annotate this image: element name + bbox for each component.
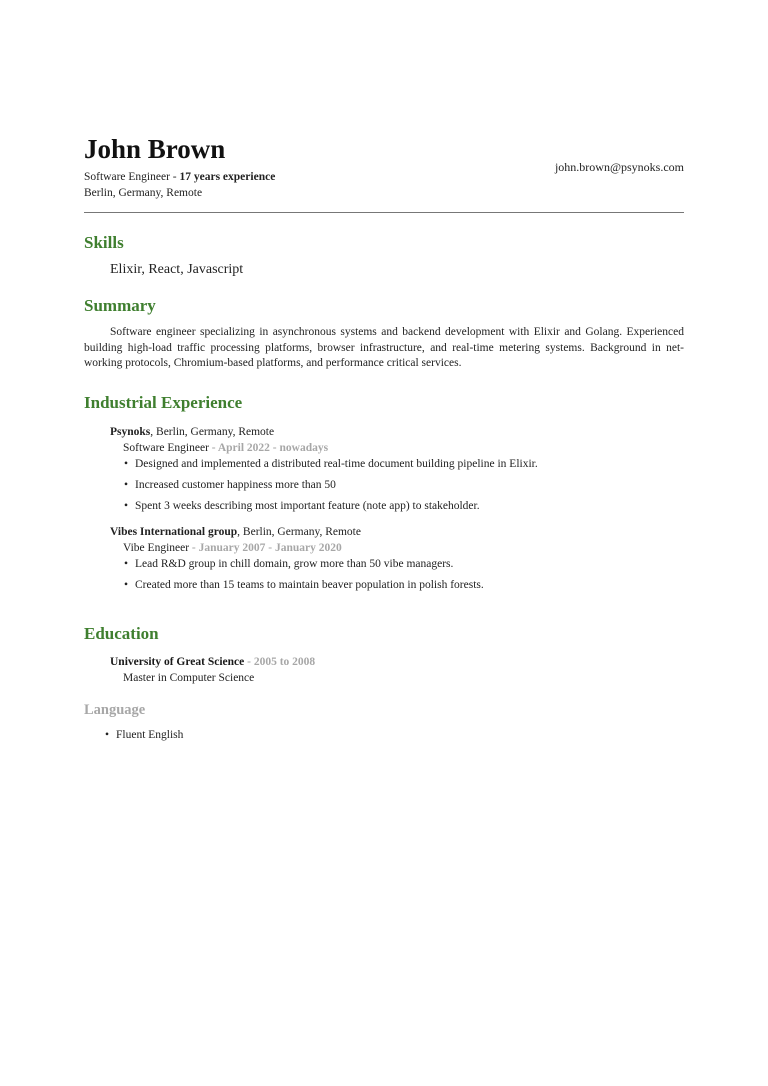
- summary-heading: Summary: [84, 296, 156, 315]
- job-company: Vibes International group: [110, 525, 238, 538]
- job-bullets: [123, 556, 684, 593]
- job-title: Software Engineer: [84, 171, 170, 183]
- job-bullets: [123, 456, 684, 514]
- job-bullet: • Spent 3 weeks describing most important feature (note app) to stakeholder.: [123, 498, 684, 514]
- job-company-line: [110, 524, 684, 540]
- job-location: , Berlin, Germany, Remote: [237, 525, 361, 538]
- language-section: [84, 699, 684, 743]
- experience-section: [84, 392, 684, 593]
- title-separator: -: [169, 171, 180, 183]
- experience-heading: Industrial Experience: [84, 392, 243, 412]
- language-heading: Language: [84, 701, 146, 718]
- email-address: john.brown@psynoks.com: [554, 160, 684, 174]
- job-bullet: • Increased customer happiness more than 50: [123, 477, 684, 493]
- resume-page: [84, 130, 684, 743]
- education-school: University of Great Science: [110, 655, 245, 668]
- job-entry: [84, 524, 684, 593]
- education-dates: - 2005 to 2008: [244, 655, 316, 668]
- job-bullet: • Created more than 15 teams to maintain beaver population in polish forests.: [123, 577, 684, 593]
- job-role: Vibe Engineer: [123, 541, 190, 554]
- job-company-line: [110, 424, 684, 440]
- language-item: • Fluent English: [104, 727, 684, 743]
- education-section: [84, 623, 684, 686]
- summary-section: [84, 295, 684, 372]
- skills-section: [84, 232, 684, 278]
- job-bullet: • Designed and implemented a distributed real-time document building pipeline in Elixir.: [123, 456, 684, 472]
- job-role-line: [123, 440, 684, 456]
- skills-list: Elixir, React, Javascript: [110, 262, 244, 277]
- years-experience: 17 years experience: [179, 171, 276, 183]
- job-role: Software Engineer: [123, 441, 209, 454]
- education-heading: Education: [84, 623, 159, 643]
- job-dates: - April 2022 - nowadays: [208, 441, 329, 454]
- job-entry: [84, 424, 684, 514]
- job-bullet: • Lead R&D group in chill domain, grow more than 50 vibe managers.: [123, 556, 684, 572]
- job-company: Psynoks: [110, 425, 151, 438]
- job-role-line: [123, 540, 684, 556]
- job-dates: - January 2007 - January 2020: [189, 541, 342, 554]
- resume-header: [84, 136, 684, 212]
- summary-text: Software engineer specializing in asynchronous systems and backend development with Elixir and Golang. Experienced building high-load traffic processing platforms, browser infrastructure, and real-time metering systems. Background in net-working protocols, Chromium-based platforms, and performance critical services.: [84, 326, 684, 369]
- education-school-line: [110, 654, 684, 670]
- job-location: , Berlin, Germany, Remote: [150, 425, 275, 438]
- candidate-name: John Brown: [84, 134, 226, 164]
- header-divider: [84, 212, 684, 213]
- education-degree: Master in Computer Science: [123, 671, 255, 684]
- skills-heading: Skills: [84, 233, 124, 252]
- candidate-location: Berlin, Germany, Remote: [84, 187, 203, 199]
